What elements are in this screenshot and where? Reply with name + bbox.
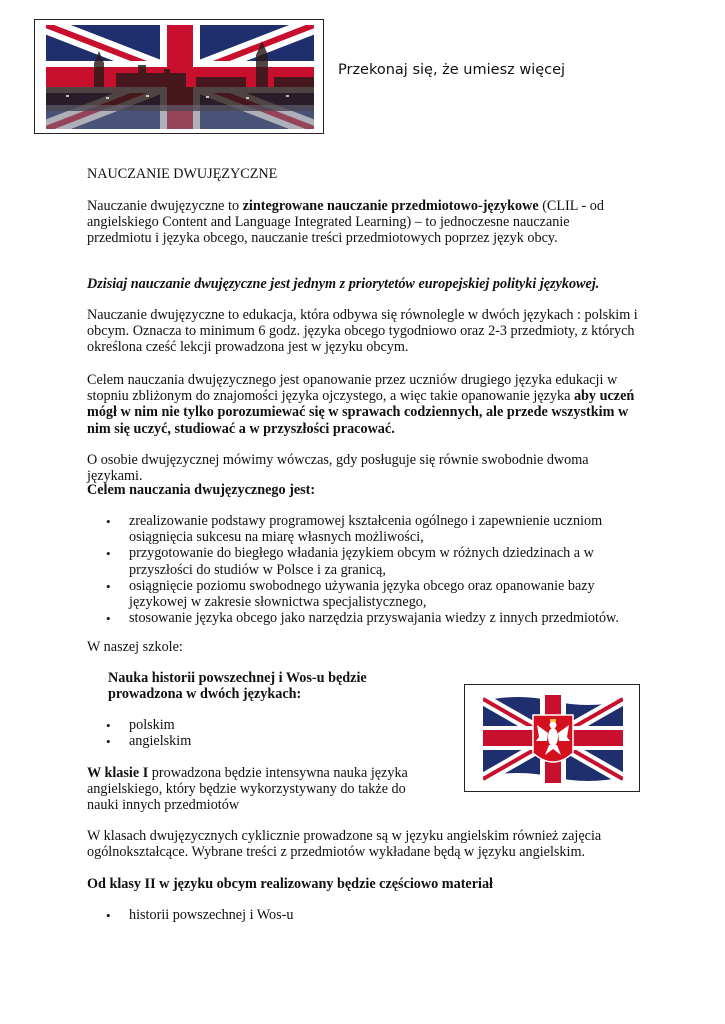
- class2-heading: Od klasy II w języku obcym realizowany będzie częściowo materiał: [87, 876, 493, 892]
- our-school-label: W naszej szkole:: [87, 639, 183, 655]
- goal-paragraph: Celem nauczania dwujęzycznego jest opanowanie przez uczniów drugiego języka edukacji w stopniu zbliżonym do znajomości języka ojczystego, a więc takie opanowanie języka aby uczeń mógł w nim nie tylko porozumiewać się w sprawach codziennych, ale przede wszystkim w nim się uczyć, studiować a w przyszłości pracować.: [87, 372, 635, 437]
- definition-paragraph: Nauczanie dwujęzyczne to edukacja, która odbywa się równolegle w dwóch językach : polskim i obcym. Oznacza to minimum 6 godz. języka obcego tygodniowo oraz 2-3 przedmioty, z których określona cześć lekcji prowadzona jest w języku obcym.: [87, 307, 638, 356]
- page-title: NAUCZANIE DWUJĘZYCZNE: [87, 166, 278, 182]
- goals-list: [87, 513, 647, 626]
- list-item: • historii powszechnej i Wos-u: [87, 907, 487, 923]
- bilingual-definition: O osobie dwujęzycznej mówimy wówczas, gdy posługuje się równie swobodnie dwoma językami.: [87, 452, 589, 485]
- priority-statement: Dzisiaj nauczanie dwujęzyczne jest jednym z priorytetów europejskiej polityki językowej.: [87, 276, 600, 292]
- union-jack-polish-eagle-icon: [483, 693, 623, 783]
- class2-list: [87, 907, 487, 923]
- languages-list: [87, 717, 427, 749]
- list-item: • polskim: [87, 717, 427, 733]
- list-item: • stosowanie języka obcego jako narzędzia przyswajania wiedzy z innych przedmiotów.: [87, 610, 647, 626]
- class1-paragraph: W klasie I prowadzona będzie intensywna nauka języka angielskiego, który będzie wykorzystywany do także do nauki innych przedmiotów: [87, 765, 408, 814]
- list-item: • zrealizowanie podstawy programowej kształcenia ogólnego i zapewnienie uczniom osiągnięcia sukcesu na miarę własnych możliwości,: [87, 513, 647, 545]
- list-item: • osiągnięcie poziomu swobodnego używania języka obcego oraz opanowanie bazy językowej w zakresie słownictwa specjalistycznego,: [87, 578, 647, 610]
- goals-heading: Celem nauczania dwujęzycznego jest:: [87, 482, 316, 498]
- union-jack-skyline-icon: [46, 25, 314, 129]
- flag-image: [464, 684, 640, 792]
- cyclic-classes-paragraph: W klasach dwujęzycznych cyklicznie prowadzone są w języku angielskim również zajęcia ogólnokształcące. Wybrane treści z przedmiotów wykładane będą w języku angielskim.: [87, 828, 602, 861]
- header-banner-image: [34, 19, 324, 134]
- header-slogan: Przekonaj się, że umiesz więcej: [338, 62, 566, 78]
- intro-paragraph: Nauczanie dwujęzyczne to zintegrowane nauczanie przedmiotowo-językowe (CLIL - od angielskiego Content and Language Integrated Learning) – to jednoczesne nauczanie przedmiotu i języka obcego, nauczanie treści przedmiotowych poprzez język obcy.: [87, 198, 604, 247]
- list-item: • przygotowanie do biegłego władania językiem obcym w różnych dziedzinach a w przyszłości do studiów w Polsce i za granicą,: [87, 545, 647, 577]
- subjects-heading: Nauka historii powszechnej i Wos-u będzie prowadzona w dwóch językach:: [108, 670, 367, 703]
- list-item: • angielskim: [87, 733, 427, 749]
